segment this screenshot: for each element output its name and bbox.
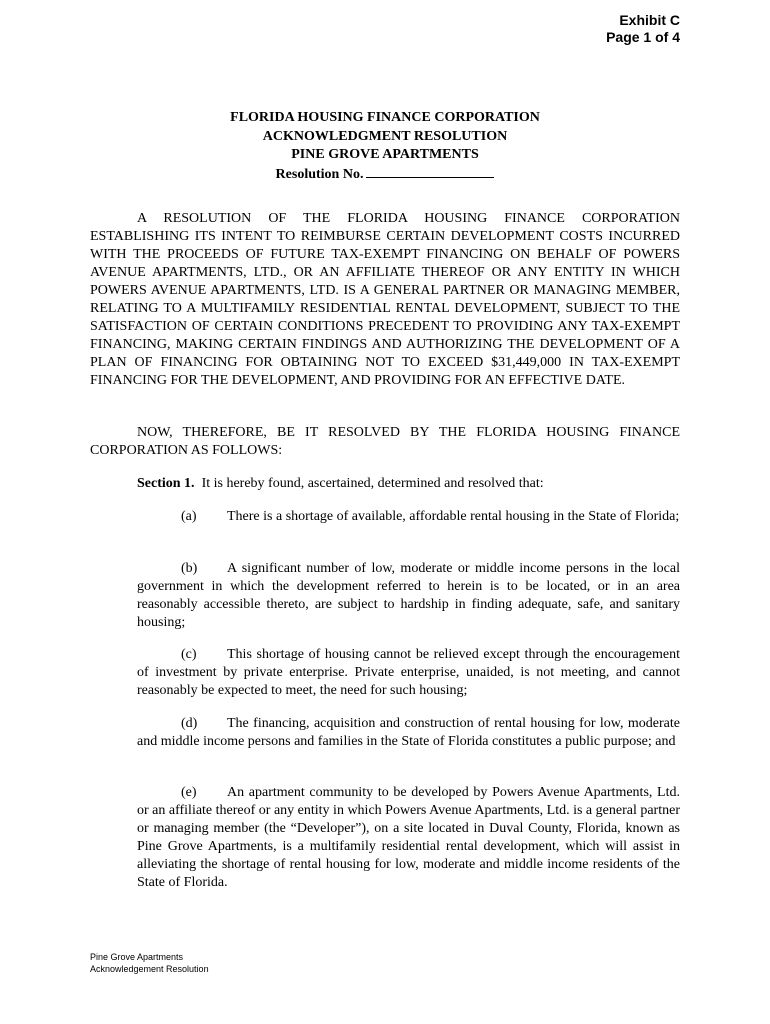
page-number: Page 1 of 4	[606, 29, 680, 45]
title-project-name: PINE GROVE APARTMENTS	[291, 147, 479, 162]
finding-text-b: A significant number of low, moderate or middle income persons in the local government in which the development referred to herein is to be located, or in an area reasonably accessible thereto, are subject to hardship in finding adequate, safe, and sanitary housing;	[137, 561, 680, 630]
now-therefore-paragraph: NOW, THEREFORE, BE IT RESOLVED BY THE FLORIDA HOUSING FINANCE CORPORATION AS FOLLOWS:	[90, 425, 680, 458]
title-organization: FLORIDA HOUSING FINANCE CORPORATION	[230, 110, 540, 125]
resolution-number-line	[90, 165, 680, 185]
finding-label-a: (a)	[181, 509, 197, 524]
title-resolution-type: ACKNOWLEDGMENT RESOLUTION	[262, 128, 508, 144]
finding-item-d	[137, 715, 680, 751]
footer-document-name: Acknowledgement Resolution	[90, 964, 209, 974]
finding-label-b: (b)	[181, 561, 198, 576]
section-1-text: It is hereby found, ascertained, determined and resolved that:	[201, 476, 544, 491]
finding-label-e: (e)	[181, 785, 197, 800]
finding-label-c: (c)	[181, 647, 197, 662]
exhibit-label: Exhibit C	[619, 12, 680, 28]
finding-text-e: An apartment community to be developed by Powers Avenue Apartments, Ltd. or an affiliate thereof or any entity in which Powers Avenue Apartments, Ltd. is a general partner or managing member (the “Developer”), on a site located in Duval County, Florida, known as Pine Grove Apartments, is a multifamily residential rental development, which will assist in alleviating the shortage of rental housing for low, moderate and middle income residents of the State of Florida.	[137, 785, 680, 890]
finding-text-c: This shortage of housing cannot be relieved except through the encouragement of investment by private enterprise. Private enterprise, unaided, is not meeting, and cannot reasonably be expected to meet, the need for such housing;	[137, 647, 680, 698]
finding-item-e	[137, 784, 680, 892]
finding-label-d: (d)	[181, 716, 198, 731]
finding-item-c	[137, 646, 680, 700]
finding-text-d: The financing, acquisition and construction of rental housing for low, moderate and middle income persons and families in the State of Florida constitutes a public purpose; and	[137, 716, 680, 749]
exhibit-header	[606, 12, 680, 46]
section-1-label: Section 1.	[137, 476, 195, 491]
document-title	[90, 109, 680, 184]
finding-text-a: There is a shortage of available, affordable rental housing in the State of Florida;	[227, 509, 680, 524]
resolution-number-blank	[366, 165, 494, 178]
footer-project-name: Pine Grove Apartments	[90, 952, 184, 962]
section-1-heading	[137, 475, 544, 493]
intro-paragraph: A RESOLUTION OF THE FLORIDA HOUSING FINANCE CORPORATION ESTABLISHING ITS INTENT TO REIMBURSE CERTAIN DEVELOPMENT COSTS INCURRED WITH THE PROCEEDS OF FUTURE TAX-EXEMPT FINANCING ON BEHALF OF POWERS AVENUE APARTMENTS, LTD., OR AN AFFILIATE THEREOF OR ANY ENTITY IN WHICH POWERS AVENUE APARTMENTS, LTD. IS A GENERAL PARTNER OR MANAGING MEMBER, RELATING TO A MULTIFAMILY RESIDENTIAL RENTAL DEVELOPMENT, SUBJECT TO THE SATISFACTION OF CERTAIN CONDITIONS PRECEDENT TO PROVIDING ANY TAX-EXEMPT FINANCING, MAKING CERTAIN FINDINGS AND AUTHORIZING THE DEVELOPMENT OF A PLAN OF FINANCING FOR OBTAINING NOT TO EXCEED $31,449,000 IN TAX-EXEMPT FINANCING FOR THE DEVELOPMENT, AND PROVIDING FOR AN EFFECTIVE DATE.	[90, 211, 680, 388]
finding-item-b	[137, 560, 680, 632]
resolution-number-label: Resolution No.	[275, 166, 364, 182]
page-footer	[90, 951, 209, 975]
finding-item-a	[137, 508, 680, 526]
